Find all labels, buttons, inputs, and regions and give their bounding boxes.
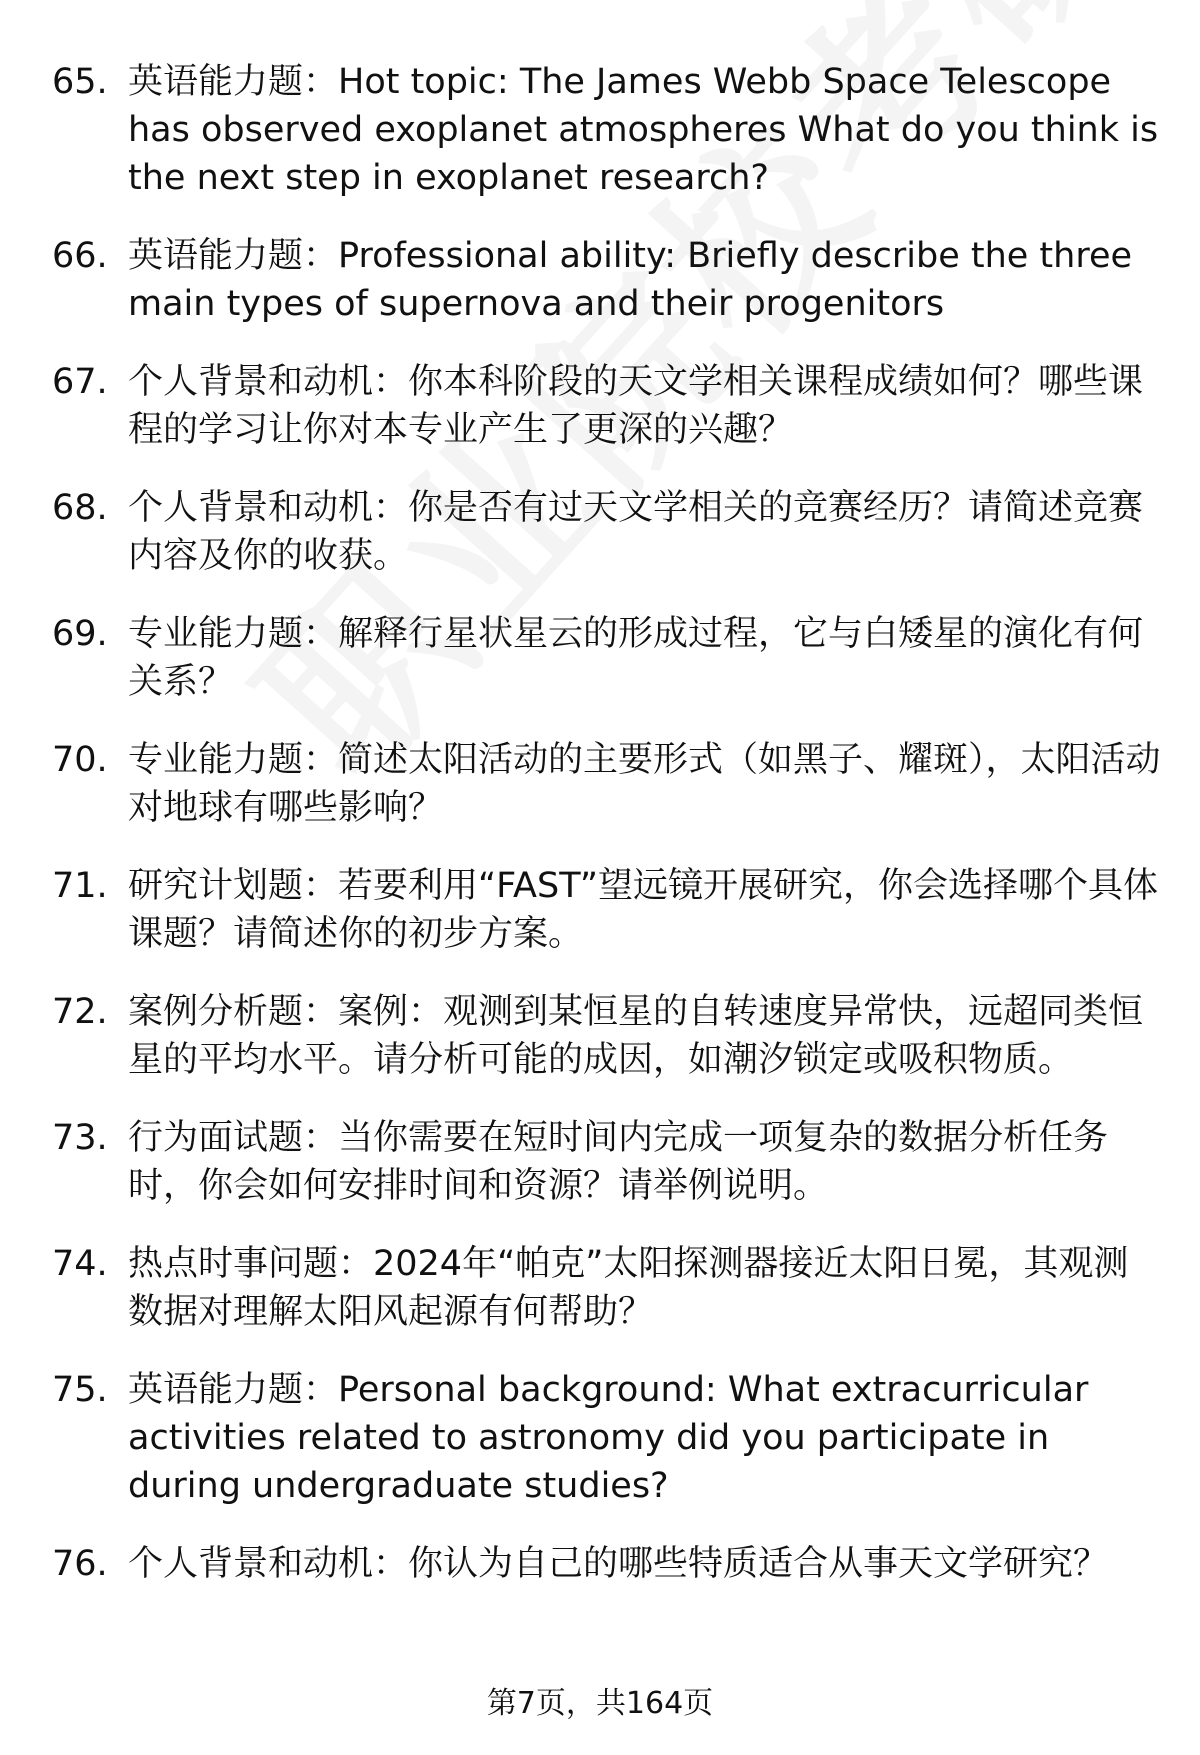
question-item-69	[52, 610, 1162, 706]
question-item-68	[52, 484, 1162, 580]
question-number: 66.	[52, 236, 108, 276]
question-text: 个人背景和动机：你本科阶段的天文学相关课程成绩如何？哪些课程的学习让你对本专业产生了更深的兴趣？	[128, 362, 1144, 450]
question-number: 73.	[52, 1118, 108, 1158]
question-item-71	[52, 862, 1162, 958]
question-text: 案例分析题：案例：观测到某恒星的自转速度异常快，远超同类恒星的平均水平。请分析可能的成因，如潮汐锁定或吸积物质。	[128, 992, 1144, 1080]
question-item-65	[52, 58, 1162, 202]
question-item-72	[52, 988, 1162, 1084]
question-number: 69.	[52, 614, 108, 654]
question-number: 75.	[52, 1370, 108, 1410]
question-text: 个人背景和动机：你认为自己的哪些特质适合从事天文学研究？	[128, 1544, 1109, 1584]
question-item-73	[52, 1114, 1162, 1210]
question-item-75	[52, 1366, 1162, 1510]
question-number: 65.	[52, 62, 108, 102]
question-item-76	[52, 1540, 1162, 1588]
question-text: 个人背景和动机：你是否有过天文学相关的竞赛经历？请简述竞赛内容及你的收获。	[128, 488, 1144, 576]
question-number: 70.	[52, 740, 108, 780]
question-item-66	[52, 232, 1162, 328]
question-number: 71.	[52, 866, 108, 906]
question-item-74	[52, 1240, 1162, 1336]
question-text: 英语能力题：Personal background: What extracurricular activities related to astronomy did you participate in during undergraduate studies?	[128, 1370, 1089, 1506]
question-text: 热点时事问题：2024年“帕克”太阳探测器接近太阳日冕，其观测数据对理解太阳风起源有何帮助？	[128, 1244, 1129, 1332]
question-text: 英语能力题：Professional ability: Briefly describe the three main types of supernova and their progenitors	[128, 236, 1133, 324]
page-number-footer: 第7页，共164页	[486, 1686, 714, 1721]
question-text: 研究计划题：若要利用“FAST”望远镜开展研究，你会选择哪个具体课题？请简述你的初步方案。	[128, 866, 1158, 954]
question-text: 专业能力题：简述太阳活动的主要形式（如黑子、耀斑），太阳活动对地球有哪些影响？	[128, 740, 1161, 828]
question-number: 76.	[52, 1544, 108, 1584]
question-text: 专业能力题：解释行星状星云的形成过程，它与白矮星的演化有何关系？	[128, 614, 1144, 702]
question-number: 68.	[52, 488, 108, 528]
question-number: 72.	[52, 992, 108, 1032]
question-item-67	[52, 358, 1162, 454]
question-number: 74.	[52, 1244, 108, 1284]
question-text: 英语能力题：Hot topic: The James Webb Space Telescope has observed exoplanet atmospheres What do you think is the next step in exoplanet research?	[128, 62, 1159, 198]
question-item-70	[52, 736, 1162, 832]
question-number: 67.	[52, 362, 108, 402]
question-list	[52, 58, 1162, 1588]
question-text: 行为面试题：当你需要在短时间内完成一项复杂的数据分析任务时，你会如何安排时间和资源？请举例说明。	[128, 1118, 1109, 1206]
